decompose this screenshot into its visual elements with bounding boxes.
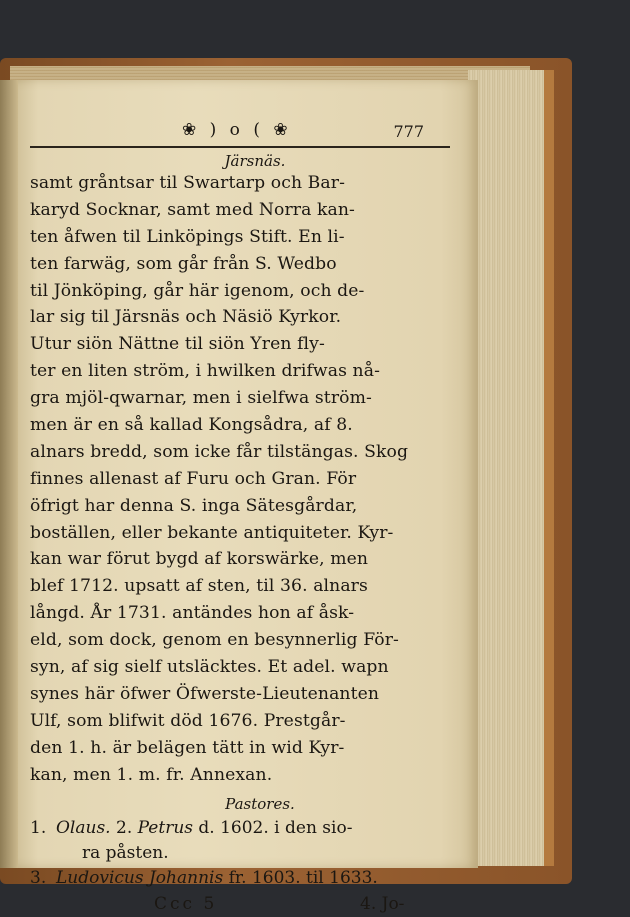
place-heading: Järsnäs. xyxy=(224,152,286,170)
pastores-heading: Pastores. xyxy=(225,795,295,814)
page-number: 777 xyxy=(393,122,424,141)
page-gutter xyxy=(0,80,18,868)
text-line: den 1. h. är belägen tätt in wid Kyr- xyxy=(30,737,345,758)
pastor-entry xyxy=(30,816,450,841)
pastor-rest: ra påsten. xyxy=(82,843,169,864)
text-line: kan war förut bygd af korswärke, men xyxy=(30,549,369,570)
pastor-num: 1. xyxy=(30,818,47,839)
text-line: ten farwäg, som går från S. Wedbo xyxy=(30,253,337,274)
running-header xyxy=(30,120,450,148)
text-line: eld, som dock, genom en besynnerlig För- xyxy=(30,630,399,651)
text-line: alnars bredd, som icke får tilstängas. Skog xyxy=(30,441,409,462)
text-line: syn, af sig sielf utsläcktes. Et adel. wapn xyxy=(30,657,389,678)
text-line: gra mjöl-qwarnar, men i sielfwa ström- xyxy=(30,388,372,409)
text-line: ten åfwen til Linköpings Stift. En li- xyxy=(30,226,345,247)
text-line: men är en så kallad Kongsådra, af 8. xyxy=(30,415,353,436)
catchword: 4. Jo- xyxy=(360,894,405,915)
text-line: karyd Socknar, samt med Norra kan- xyxy=(30,199,355,220)
text-line: samt gråntsar til Swartarp och Bar- xyxy=(30,173,345,193)
page-text-block xyxy=(30,120,450,917)
pastor-rest2: d. 1602. i den sio- xyxy=(193,818,353,839)
pastor-entry xyxy=(30,866,450,891)
text-line: öfrigt har denna S. inga Sätesgårdar, xyxy=(30,495,358,516)
text-line: ter en liten ström, i hwilken drifwas nå- xyxy=(30,361,380,382)
text-line: blef 1712. upsatt af sten, til 36. alnars xyxy=(30,576,368,597)
pastor-name: Olaus. xyxy=(56,818,111,839)
pastor-list xyxy=(30,816,450,891)
page-footer xyxy=(30,891,450,917)
text-line: boställen, eller bekante antiquiteter. Kyr- xyxy=(30,522,394,543)
text-line: finnes allenast af Furu och Gran. För xyxy=(30,468,357,489)
pastor-entry xyxy=(30,841,450,866)
signature-mark: Ccc 5 xyxy=(154,894,218,915)
text-line: synes här öfwer Öfwerste-Lieutenanten xyxy=(30,683,380,704)
page-block-fore-edge xyxy=(468,70,554,866)
pastor-name: Ludovicus Johannis xyxy=(56,868,224,889)
text-line: til Jönköping, går här igenom, och de- xyxy=(30,280,365,301)
header-ornament: ❀ ) o ( ❀ xyxy=(182,120,292,140)
text-line: långd. År 1731. antändes hon af åsk- xyxy=(30,603,355,624)
text-line: Ulf, som blifwit död 1676. Prestgår- xyxy=(30,710,346,731)
body-paragraph xyxy=(30,170,450,788)
text-line: lar sig til Järsnäs och Näsiö Kyrkor. xyxy=(30,307,342,328)
pastor-rest: fr. 1603. til 1633. xyxy=(223,868,378,889)
pastor-name2: Petrus xyxy=(137,818,193,839)
text-line: kan, men 1. m. fr. Annexan. xyxy=(30,764,273,785)
book-page xyxy=(10,80,478,915)
pastor-rest: 2. xyxy=(110,818,138,839)
text-line: Utur siön Nättne til siön Yren fly- xyxy=(30,334,325,355)
pastor-num: 3. xyxy=(30,868,47,889)
